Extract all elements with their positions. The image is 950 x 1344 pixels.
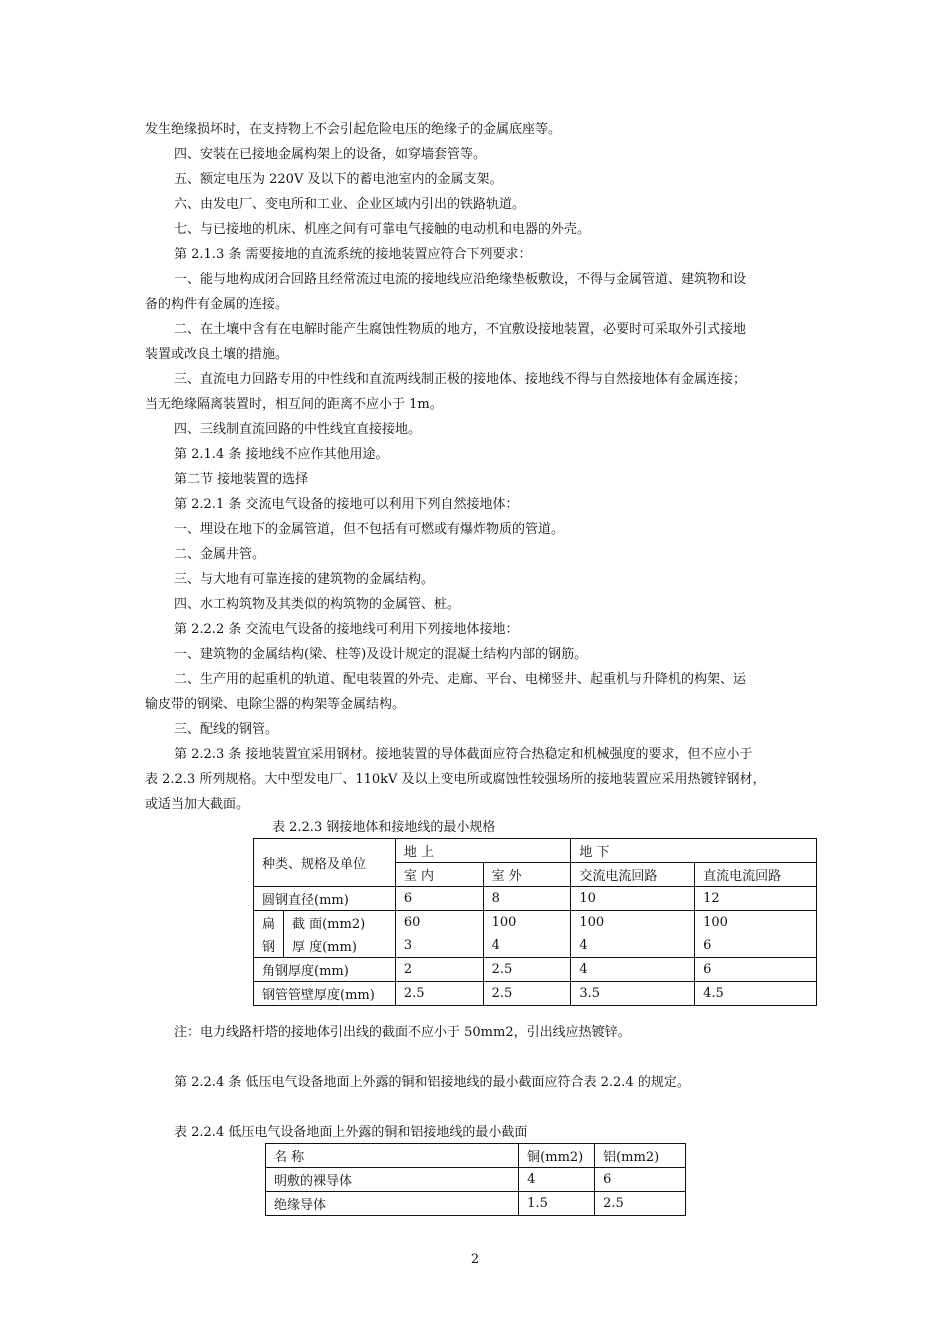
text-line: 四、水工构筑物及其类似的构筑物的金属管、桩。 bbox=[174, 597, 461, 612]
text-line: 五、额定电压为 220V 及以下的蓄电池室内的金属支架。 bbox=[174, 172, 503, 187]
table-header-row bbox=[266, 1144, 686, 1168]
table-cell: 3.5 bbox=[571, 982, 695, 1006]
row-label: 角钢厚度(mm) bbox=[254, 958, 396, 982]
table-header-row bbox=[254, 839, 817, 863]
row-label: 钢管管壁厚度(mm) bbox=[254, 982, 396, 1006]
text-line: 备的构件有金属的连接。 bbox=[145, 297, 289, 312]
text-line: 或适当加大截面。 bbox=[145, 797, 250, 812]
text-line: 三、配线的钢管。 bbox=[174, 722, 279, 737]
header-cell: 种类、规格及单位 bbox=[254, 839, 396, 887]
header-cell: 交流电流回路 bbox=[571, 863, 695, 887]
clause-heading: 第 2.2.2 条 交流电气设备的接地线可利用下列接地体接地： bbox=[174, 622, 519, 637]
table-cell: 6 bbox=[695, 958, 817, 982]
copper-aluminum-table bbox=[265, 1143, 686, 1216]
table-cell: 4.5 bbox=[695, 982, 817, 1006]
text-line: 装置或改良土壤的措施。 bbox=[145, 347, 289, 362]
table-cell: 1.5 bbox=[519, 1192, 595, 1216]
text-line: 二、金属井管。 bbox=[174, 547, 266, 562]
row-label: 截 面(mm2) bbox=[283, 911, 395, 935]
table-cell: 60 bbox=[395, 911, 483, 935]
header-cell: 地 上 bbox=[395, 839, 570, 863]
text-line: 当无绝缘隔离装置时，相互间的距离不应小于 1m。 bbox=[145, 397, 443, 412]
table-row bbox=[254, 982, 817, 1006]
header-cell: 铜(mm2) bbox=[519, 1144, 595, 1168]
table-cell: 2.5 bbox=[395, 982, 483, 1006]
table-row bbox=[254, 958, 817, 982]
table-row bbox=[254, 911, 817, 935]
section-heading: 第二节 接地装置的选择 bbox=[174, 472, 309, 487]
page-number: 2 bbox=[470, 1252, 480, 1267]
table-cell: 3 bbox=[395, 934, 483, 958]
row-label: 绝缘导体 bbox=[266, 1192, 519, 1216]
clause-heading: 第 2.1.3 条 需要接地的直流系统的接地装置应符合下列要求： bbox=[174, 247, 532, 262]
table-cell: 4 bbox=[571, 934, 695, 958]
text-line: 二、在土壤中含有在电解时能产生腐蚀性物质的地方，不宜敷设接地装置，必要时可采取外引式接地 bbox=[174, 322, 747, 337]
text-line: 一、建筑物的金属结构(梁、柱等)及设计规定的混凝土结构内部的钢筋。 bbox=[174, 647, 588, 662]
table-cell: 2.5 bbox=[483, 958, 571, 982]
table-caption: 表 2.2.4 低压电气设备地面上外露的铜和铝接地线的最小截面 bbox=[174, 1125, 528, 1140]
table-cell: 4 bbox=[519, 1168, 595, 1192]
clause-heading: 第 2.1.4 条 接地线不应作其他用途。 bbox=[174, 447, 389, 462]
header-cell: 直流电流回路 bbox=[695, 863, 817, 887]
table-cell: 100 bbox=[483, 911, 571, 935]
table-cell: 6 bbox=[695, 934, 817, 958]
clause-heading: 第 2.2.4 条 低压电气设备地面上外露的铜和铝接地线的最小截面应符合表 2.2.4 的规定。 bbox=[174, 1075, 690, 1090]
text-line: 表 2.2.3 所列规格。大中型发电厂、110kV 及以上变电所或腐蚀性较强场所的接地装置应采用热镀锌钢材， bbox=[145, 772, 766, 787]
text-line: 四、三线制直流回路的中性线宜直接接地。 bbox=[174, 422, 422, 437]
text-line: 四、安装在已接地金属构架上的设备，如穿墙套管等。 bbox=[174, 147, 487, 162]
table-row bbox=[254, 887, 817, 911]
table-row bbox=[266, 1192, 686, 1216]
row-label: 厚 度(mm) bbox=[283, 934, 395, 958]
clause-heading: 第 2.2.3 条 接地装置宜采用钢材。接地装置的导体截面应符合热稳定和机械强度的要求，但不应小于 bbox=[174, 747, 753, 762]
clause-heading: 第 2.2.1 条 交流电气设备的接地可以利用下列自然接地体： bbox=[174, 497, 519, 512]
text-line: 六、由发电厂、变电所和工业、企业区域内引出的铁路轨道。 bbox=[174, 197, 526, 212]
table-cell: 12 bbox=[695, 887, 817, 911]
table-cell: 2.5 bbox=[595, 1192, 686, 1216]
row-label: 圆钢直径(mm) bbox=[254, 887, 396, 911]
table-caption: 表 2.2.3 钢接地体和接地线的最小规格 bbox=[272, 820, 496, 835]
table-cell: 10 bbox=[571, 887, 695, 911]
text-line: 发生绝缘损坏时，在支持物上不会引起危险电压的绝缘子的金属底座等。 bbox=[145, 122, 562, 137]
table-cell: 4 bbox=[483, 934, 571, 958]
header-cell: 名 称 bbox=[266, 1144, 519, 1168]
table-cell: 6 bbox=[595, 1168, 686, 1192]
text-line: 三、直流电力回路专用的中性线和直流两线制正极的接地体、接地线不得与自然接地体有金属连接； bbox=[174, 372, 747, 387]
table-row bbox=[266, 1168, 686, 1192]
header-cell: 地 下 bbox=[571, 839, 817, 863]
table-cell: 4 bbox=[571, 958, 695, 982]
table-note: 注：电力线路杆塔的接地体引出线的截面不应小于 50mm2，引出线应热镀锌。 bbox=[174, 1025, 631, 1040]
table-cell: 2.5 bbox=[483, 982, 571, 1006]
header-cell: 铝(mm2) bbox=[595, 1144, 686, 1168]
header-cell: 室 内 bbox=[395, 863, 483, 887]
table-cell: 2 bbox=[395, 958, 483, 982]
table-cell: 100 bbox=[571, 911, 695, 935]
header-cell: 室 外 bbox=[483, 863, 571, 887]
row-label: 明敷的裸导体 bbox=[266, 1168, 519, 1192]
table-cell: 8 bbox=[483, 887, 571, 911]
text-line: 一、埋设在地下的金属管道，但不包括有可燃或有爆炸物质的管道。 bbox=[174, 522, 565, 537]
table-row bbox=[254, 934, 817, 958]
table-cell: 100 bbox=[695, 911, 817, 935]
text-line: 二、生产用的起重机的轨道、配电装置的外壳、走廊、平台、电梯竖井、起重机与升降机的构架、运 bbox=[174, 672, 747, 687]
text-line: 三、与大地有可靠连接的建筑物的金属结构。 bbox=[174, 572, 435, 587]
row-label: 扁 bbox=[254, 911, 284, 935]
table-cell: 6 bbox=[395, 887, 483, 911]
row-label: 钢 bbox=[254, 934, 284, 958]
text-line: 输皮带的钢梁、电除尘器的构架等金属结构。 bbox=[145, 697, 406, 712]
text-line: 一、能与地构成闭合回路且经常流过电流的接地线应沿绝缘垫板敷设，不得与金属管道、建筑物和设 bbox=[174, 272, 747, 287]
text-line: 七、与已接地的机床、机座之间有可靠电气接触的电动机和电器的外壳。 bbox=[174, 222, 591, 237]
steel-spec-table bbox=[253, 838, 817, 1006]
